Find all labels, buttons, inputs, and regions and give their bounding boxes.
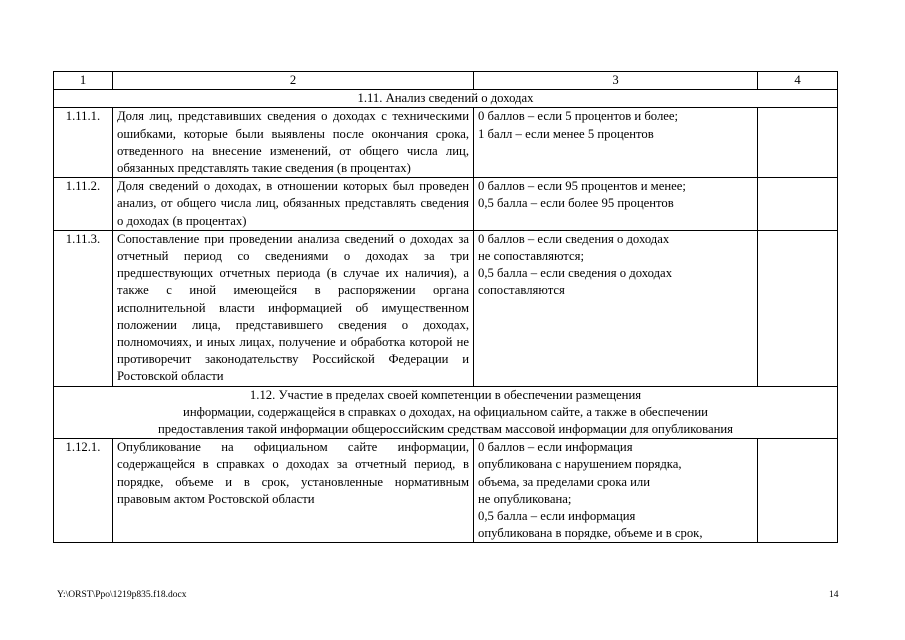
row-extra bbox=[758, 108, 838, 178]
row-score bbox=[474, 230, 758, 386]
table-row bbox=[54, 108, 838, 178]
score-line: 0,5 балла – если информация bbox=[478, 509, 636, 524]
row-extra bbox=[758, 230, 838, 386]
section-title-line: предоставления такой информации общероссийским средствам массовой информации для опубликования bbox=[157, 422, 734, 437]
score-line: не опубликована; bbox=[478, 491, 572, 506]
score-line: 0 баллов – если информация bbox=[478, 440, 633, 455]
row-extra bbox=[758, 439, 838, 543]
row-number: 1.11.3. bbox=[54, 230, 113, 386]
score-line: 1 балл – если менее 5 процентов bbox=[478, 126, 654, 141]
score-line: 0 баллов – если сведения о доходах bbox=[478, 231, 670, 246]
header-col-4: 4 bbox=[758, 72, 838, 90]
header-col-2: 2 bbox=[113, 72, 474, 90]
row-number: 1.12.1. bbox=[54, 439, 113, 543]
row-score bbox=[474, 178, 758, 231]
footer-page-number: 14 bbox=[829, 590, 839, 600]
score-line: объема, за пределами срока или bbox=[478, 474, 651, 489]
score-line: 0 баллов – если 5 процентов и более; bbox=[478, 109, 679, 124]
score-line: опубликована с нарушением порядка, bbox=[478, 457, 682, 472]
row-number: 1.11.1. bbox=[54, 108, 113, 178]
score-line: 0,5 балла – если более 95 процентов bbox=[478, 196, 674, 211]
table-row bbox=[54, 230, 838, 386]
row-description: Доля лиц, представивших сведения о доходах с техническими ошибками, которые были выявлены после окончания срока, отведенного на внесение изменений, от общего числа лиц, обязанных представлять такие сведения (в процентах) bbox=[113, 108, 474, 178]
table-row bbox=[54, 178, 838, 231]
score-line: не сопоставляются; bbox=[478, 249, 584, 264]
section-row-1-12 bbox=[54, 386, 838, 439]
table-header-row bbox=[54, 72, 838, 90]
section-title-line: информации, содержащейся в справках о доходах, на официальном сайте, а также в обеспечении bbox=[183, 404, 708, 419]
section-row-1-11 bbox=[54, 90, 838, 108]
row-score bbox=[474, 108, 758, 178]
table-row bbox=[54, 439, 838, 543]
score-line: 0,5 балла – если сведения о доходах bbox=[478, 266, 673, 281]
row-extra bbox=[758, 178, 838, 231]
row-description: Доля сведений о доходах, в отношении которых был проведен анализ, от общего числа лиц, обязанных представлять сведения о доходах (в процентах) bbox=[113, 178, 474, 231]
row-score bbox=[474, 439, 758, 543]
header-col-3: 3 bbox=[474, 72, 758, 90]
row-description: Опубликование на официальном сайте информации, содержащейся в справках о доходах за отчетный период, в порядке, объеме и в срок, установленные нормативным правовым актом Ростовской области bbox=[113, 439, 474, 543]
section-title-line: 1.12. Участие в пределах своей компетенции в обеспечении размещения bbox=[249, 387, 642, 402]
section-title-1-11: 1.11. Анализ сведений о доходах bbox=[54, 90, 838, 108]
section-title-1-12 bbox=[54, 386, 838, 439]
footer-file-path: Y:\ORST\Ppo\1219p835.f18.docx bbox=[57, 590, 187, 600]
row-description: Сопоставление при проведении анализа сведений о доходах за отчетный период со сведениями о доходах за три предшествующих отчетных периода (в случае их наличия), а также с иной имеющейся в распоряжении органа исполнительной власти информацией об имущественном положении лица, представившего сведения о доходах, полномочиях, и иных лицах, получение и обработка которой не противоречит законодательству Российской Федерации и Ростовской области bbox=[113, 230, 474, 386]
score-line: 0 баллов – если 95 процентов и менее; bbox=[478, 179, 686, 194]
score-line: сопоставляются bbox=[478, 283, 565, 298]
criteria-table bbox=[53, 71, 838, 543]
score-line: опубликована в порядке, объеме и в срок, bbox=[478, 526, 703, 541]
row-number: 1.11.2. bbox=[54, 178, 113, 231]
header-col-1: 1 bbox=[54, 72, 113, 90]
